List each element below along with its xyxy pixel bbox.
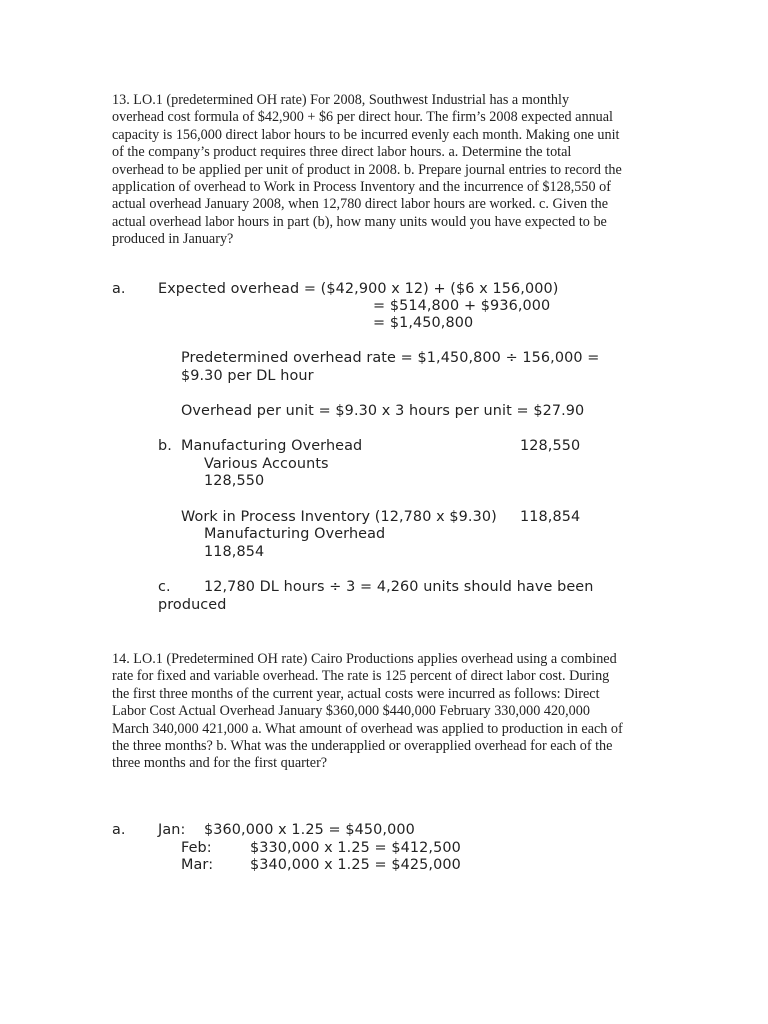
question-line: produced in January? xyxy=(112,231,234,248)
predetermined-rate-line2: $9.30 per DL hour xyxy=(181,368,314,384)
applied-overhead-calc: $360,000 x 1.25 = $450,000 xyxy=(204,822,415,838)
question-line: three months and for the first quarter? xyxy=(112,755,328,772)
question-line: the three months? b. What was the underapplied or overapplied overhead for each of the xyxy=(112,738,613,755)
part-b-label: b. xyxy=(158,438,172,454)
predetermined-rate-line1: Predetermined overhead rate = $1,450,800 ÷ 156,000 = xyxy=(181,350,600,366)
question-line: the first three months of the current year, actual costs were incurred as follows: Direct xyxy=(112,685,600,702)
applied-overhead-calc: $330,000 x 1.25 = $412,500 xyxy=(250,840,461,856)
month-label: Feb: xyxy=(181,840,212,856)
journal-entry-1-credit-amount: 128,550 xyxy=(204,473,265,489)
question-line: 13. LO.1 (predetermined OH rate) For 2008, Southwest Industrial has a monthly xyxy=(112,92,570,108)
part-a-label: a. xyxy=(112,281,126,297)
part-c-label: c. xyxy=(158,579,171,595)
question-line: March 340,000 421,000 a. What amount of overhead was applied to production in each of xyxy=(112,720,623,737)
expected-overhead-total: = $1,450,800 xyxy=(373,315,474,331)
journal-entry-2-credit-amount: 118,854 xyxy=(204,544,265,560)
question-line: overhead to be applied per unit of product in 2008. b. Prepare journal entries to record the xyxy=(112,161,622,178)
question-line: of the company’s product requires three direct labor hours. a. Determine the total xyxy=(112,144,572,161)
problem-14-question xyxy=(112,651,672,773)
overhead-per-unit: Overhead per unit = $9.30 x 3 hours per unit = $27.90 xyxy=(181,403,585,419)
month-label: Mar: xyxy=(181,857,214,873)
journal-entry-2-credit: Manufacturing Overhead xyxy=(204,526,386,542)
question-line: actual overhead January 2008, when 12,780 direct labor hours are worked. c. Given the xyxy=(112,196,608,213)
month-label: Jan: xyxy=(158,822,186,838)
applied-overhead-calc: $340,000 x 1.25 = $425,000 xyxy=(250,857,461,873)
expected-overhead-sum: = $514,800 + $936,000 xyxy=(373,298,551,314)
question-line: rate for fixed and variable overhead. The rate is 125 percent of direct labor cost. During xyxy=(112,668,610,685)
question-line: capacity is 156,000 direct labor hours to be incurred evenly each month. Making one unit xyxy=(112,126,620,143)
part-c-answer-line1: 12,780 DL hours ÷ 3 = 4,260 units should have been xyxy=(204,579,594,595)
journal-entry-2-debit-amount: 118,854 xyxy=(520,509,581,525)
problem-13-question xyxy=(112,92,672,249)
part-c-answer-line2: produced xyxy=(158,597,227,613)
question-line: 14. LO.1 (Predetermined OH rate) Cairo Productions applies overhead using a combined xyxy=(112,651,617,667)
journal-entry-1-debit: Manufacturing Overhead xyxy=(181,438,363,454)
journal-entry-1-debit-amount: 128,550 xyxy=(520,438,581,454)
question-line: overhead cost formula of $42,900 + $6 per direct hour. The firm’s 2008 expected annual xyxy=(112,109,614,126)
journal-entry-2-debit: Work in Process Inventory (12,780 x $9.30) xyxy=(181,509,497,525)
question-line: actual overhead labor hours in part (b), how many units would you have expected to be xyxy=(112,213,607,230)
journal-entry-1-credit: Various Accounts xyxy=(204,456,329,472)
expected-overhead-formula: Expected overhead = ($42,900 x 12) + ($6 x 156,000) xyxy=(158,281,559,297)
question-line: Labor Cost Actual Overhead January $360,000 $440,000 February 330,000 420,000 xyxy=(112,703,590,720)
part-a-label: a. xyxy=(112,822,126,838)
question-line: application of overhead to Work in Process Inventory and the incurrence of $128,550 of xyxy=(112,179,611,196)
